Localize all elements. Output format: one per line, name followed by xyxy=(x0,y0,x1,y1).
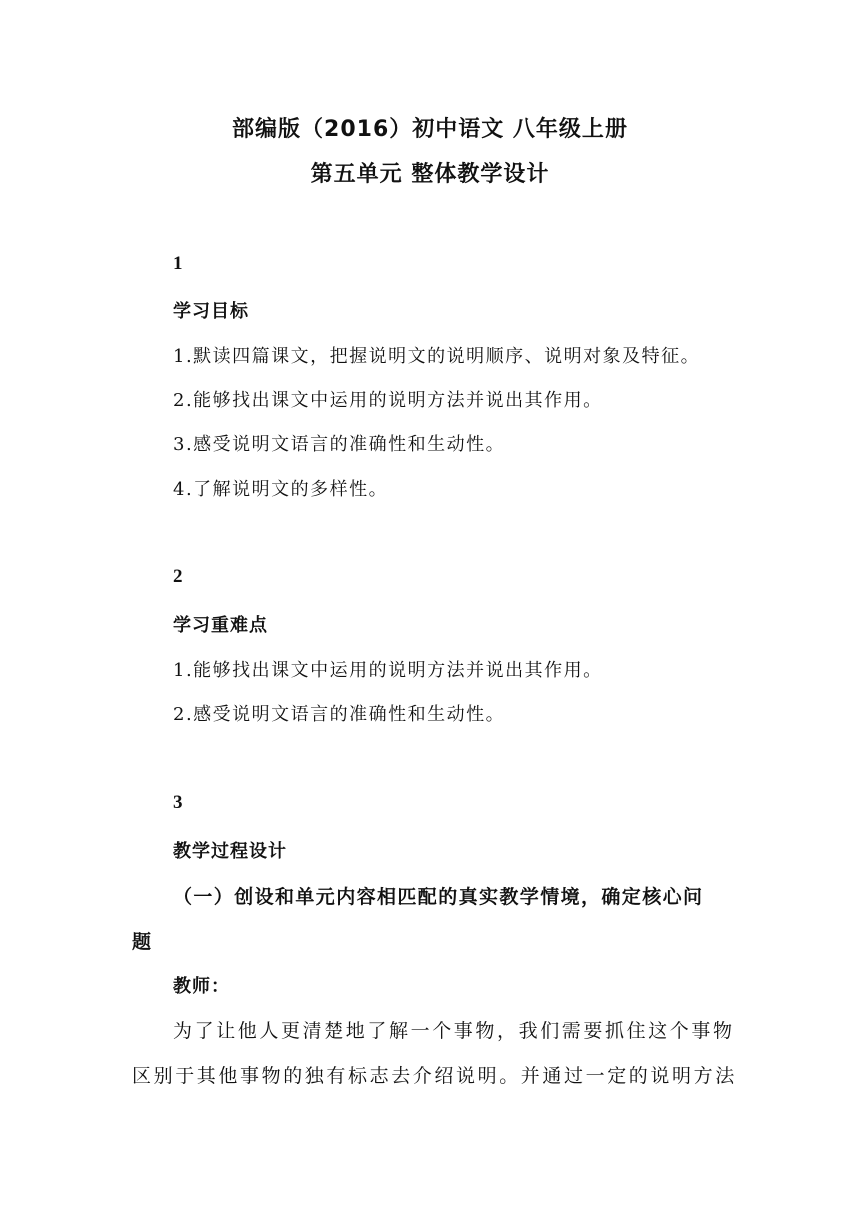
list-item: 2.感受说明文语言的准确性和生动性。 xyxy=(173,704,506,725)
section-heading: 学习目标 xyxy=(173,301,249,322)
section-number: 2 xyxy=(173,566,184,587)
section-number: 3 xyxy=(173,792,184,813)
section-heading: 教学过程设计 xyxy=(173,841,287,862)
list-item: 2.能够找出课文中运用的说明方法并说出其作用。 xyxy=(173,390,603,411)
section-number: 1 xyxy=(173,253,184,274)
subsection-heading: （一）创设和单元内容相匹配的真实教学情境，确定核心问 xyxy=(173,886,704,908)
document-subtitle: 第五单元 整体教学设计 xyxy=(310,162,550,187)
list-item: 4.了解说明文的多样性。 xyxy=(173,479,389,500)
document-title: 部编版（2016）初中语文 八年级上册 xyxy=(232,117,628,142)
list-item: 1.默读四篇课文，把握说明文的说明顺序、说明对象及特征。 xyxy=(173,346,701,367)
list-item: 3.感受说明文语言的准确性和生动性。 xyxy=(173,434,506,455)
speaker-label: 教师： xyxy=(173,976,230,997)
body-paragraph: 为了让他人更清楚地了解一个事物，我们需要抓住这个事物 xyxy=(173,1020,735,1042)
list-item: 1.能够找出课文中运用的说明方法并说出其作用。 xyxy=(173,660,603,681)
subsection-heading-continued: 题 xyxy=(132,931,153,953)
section-heading: 学习重难点 xyxy=(173,615,268,636)
body-paragraph-continued: 区别于其他事物的独有标志去介绍说明。并通过一定的说明方法 xyxy=(132,1065,737,1087)
